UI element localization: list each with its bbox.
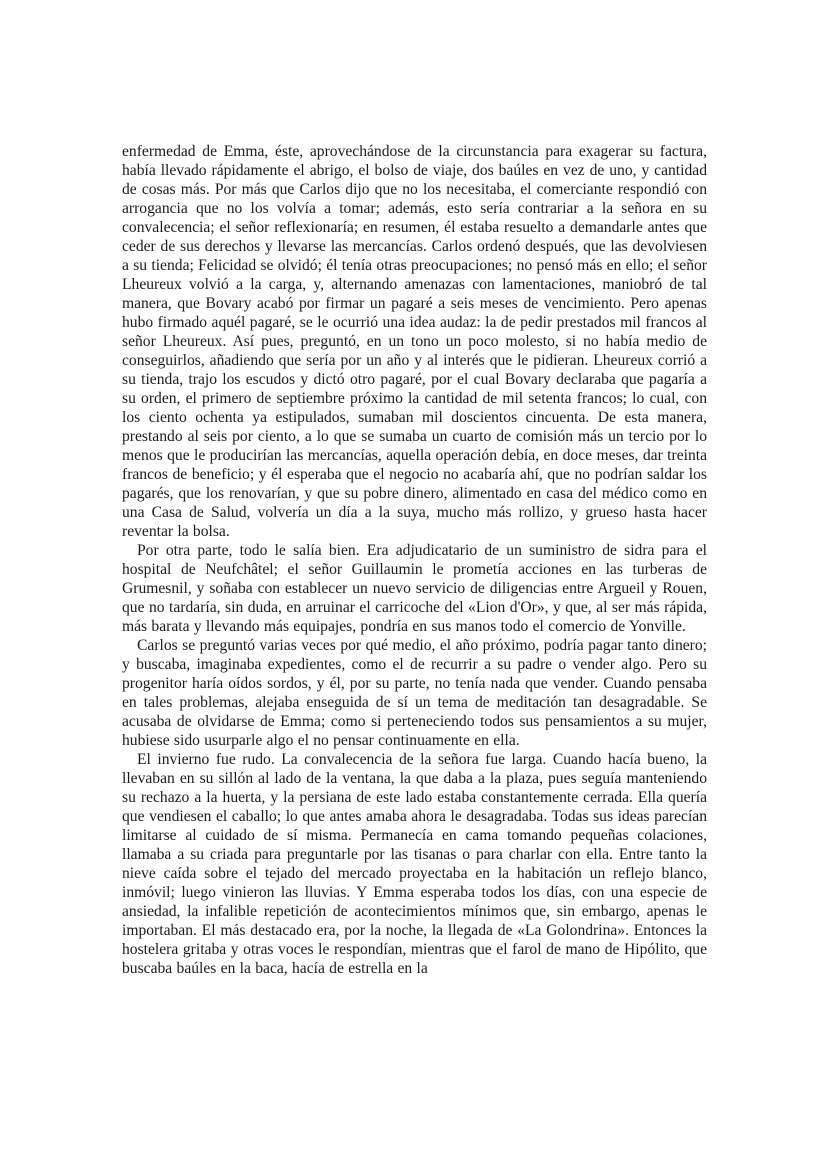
paragraph: El invierno fue rudo. La convalecencia de la señora fue larga. Cuando hacía bueno, la llevaban en su sillón al lado de la ventana, la que daba a la plaza, pues seguía manteniendo su rechazo a la huerta, y la persiana de este lado estaba constantemente cerrada. Ella quería que vendiesen el caballo; lo que antes amaba ahora le desagradaba. Todas sus ideas parecían limitarse al cuidado de sí misma. Permanecía en cama tomando pequeñas colaciones, llamaba a su criada para preguntarle por las tisanas o para charlar con ella. Entre tanto la nieve caída sobre el tejado del mercado proyectaba en la habitación un reflejo blanco, inmóvil; luego vinieron las lluvias. Y Emma esperaba todos los días, con una especie de ansiedad, la infalible repetición de acontecimientos mínimos que, sin embargo, apenas le importaban. El más destacado era, por la noche, la llegada de «La Golondrina». Entonces la hostelera gritaba y otras voces le respondían, mientras que el farol de mano de Hipólito, que buscaba baúles en la baca, hacía de estrella en la xyxy=(122,751,707,977)
paragraph: Carlos se preguntó varias veces por qué medio, el año próximo, podría pagar tanto dinero; y buscaba, imaginaba expedientes, como el de recurrir a su padre o vender algo. Pero su progenitor haría oídos sordos, y él, por su parte, no tenía nada que vender. Cuando pensaba en tales problemas, alejaba enseguida de sí un tema de meditación tan desagradable. Se acusaba de olvidarse de Emma; como si perteneciendo todos sus pensamientos a su mujer, hubiese sido usurparle algo el no pensar continuamente en ella. xyxy=(122,637,707,749)
paragraph: Por otra parte, todo le salía bien. Era adjudicatario de un suministro de sidra para el hospital de Neufchâtel; el señor Guillaumin le prometía acciones en las turberas de Grumesnil, y soñaba con establecer un nuevo servicio de diligencias entre Argueil y Rouen, que no tardaría, sin duda, en arruinar el carricoche del «Lion d'Or», y que, al ser más rápida, más barata y llevando más equipajes, pondría en sus manos todo el comercio de Yonville. xyxy=(122,542,707,635)
text-block xyxy=(122,142,707,978)
paragraph: enfermedad de Emma, éste, aprovechándose de la circunstancia para exagerar su factura, había llevado rápidamente el abrigo, el bolso de viaje, dos baúles en vez de uno, y cantidad de cosas más. Por más que Carlos dijo que no los necesitaba, el comerciante respondió con arrogancia que no los volvía a tomar; además, esto sería contrariar a la señora en su convalecencia; el señor reflexionaría; en resumen, él estaba resuelto a demandarle antes que ceder de sus derechos y llevarse las mercancías. Carlos ordenó después, que las devolviesen a su tienda; Felicidad se olvidó; él tenía otras preocupaciones; no pensó más en ello; el señor Lheureux volvió a la carga, y, alternando amenazas con lamentaciones, maniobró de tal manera, que Bovary acabó por firmar un pagaré a seis meses de vencimiento. Pero apenas hubo firmado aquél pagaré, se le ocurrió una idea audaz: la de pedir prestados mil francos al señor Lheureux. Así pues, preguntó, en un tono un poco molesto, si no había medio de conseguirlos, añadiendo que sería por un año y al interés que le pidieran. Lheureux corrió a su tienda, trajo los escudos y dictó otro pagaré, por el cual Bovary declaraba que pagaría a su orden, el primero de septiembre próximo la cantidad de mil setenta francos; lo cual, con los ciento ochenta ya estipulados, sumaban mil doscientos cincuenta. De esta manera, prestando al seis por ciento, a lo que se sumaba un cuarto de comisión más un tercio por lo menos que le producirían las mercancías, aquella operación debía, en doce meses, dar treinta francos de beneficio; y él esperaba que el negocio no acabaría ahí, que no podrían saldar los pagarés, que los renovarían, y que su pobre dinero, alimentado en casa del médico como en una Casa de Salud, volvería un día a la suya, mucho más rollizo, y grueso hasta hacer reventar la bolsa. xyxy=(122,143,707,540)
